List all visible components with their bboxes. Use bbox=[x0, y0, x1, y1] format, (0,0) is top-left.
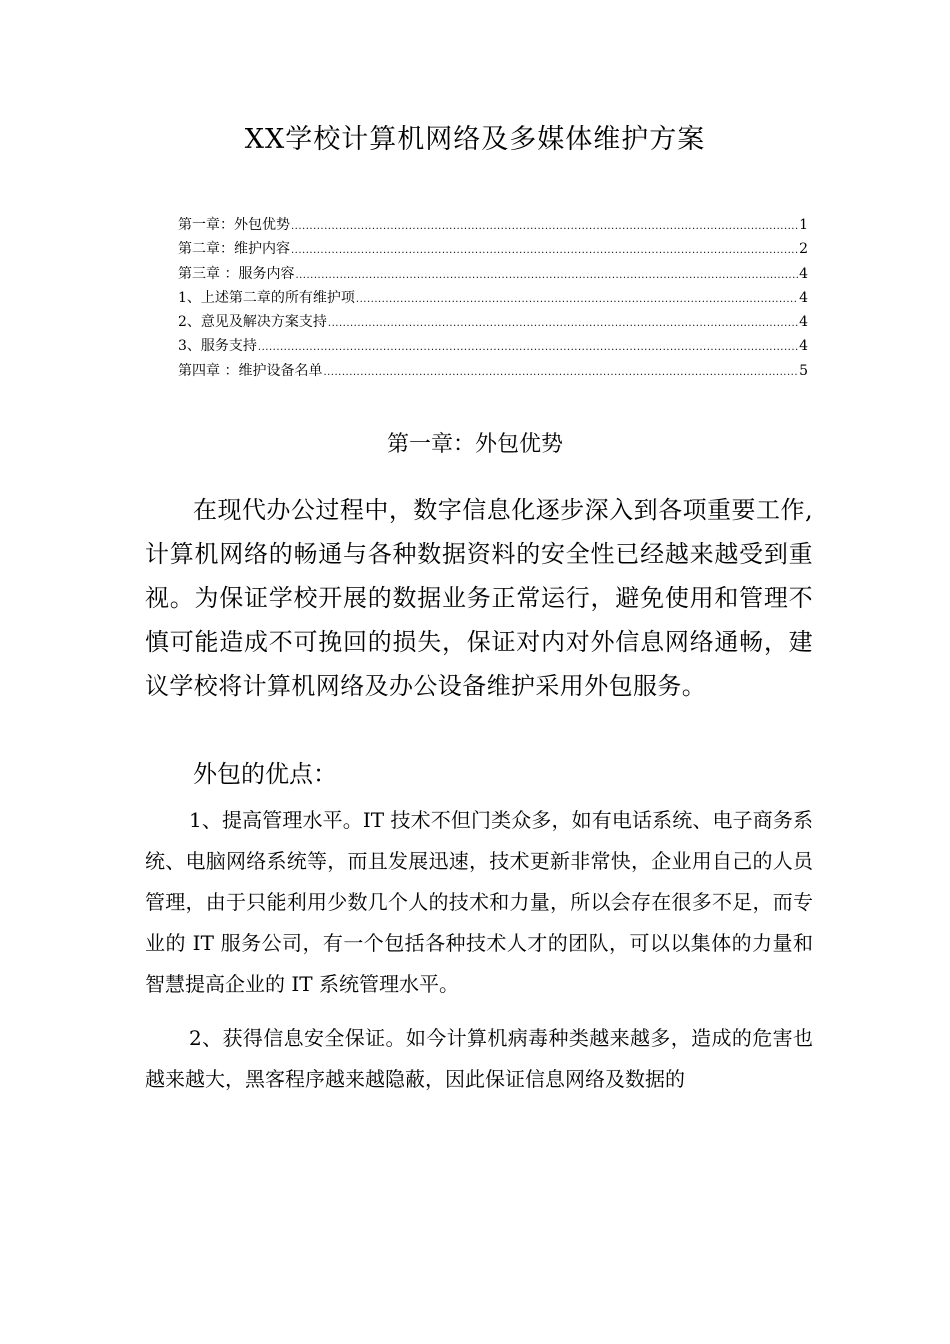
toc-dot-leader bbox=[323, 361, 798, 385]
toc-entry-label: 2、意见及解决方案支持 bbox=[178, 314, 327, 331]
toc-dot-leader bbox=[328, 312, 798, 336]
chapter-1-heading: 第一章：外包优势 bbox=[386, 432, 563, 457]
toc-dot-leader bbox=[356, 288, 798, 312]
toc-entry[interactable] bbox=[178, 262, 808, 286]
toc-entry-page: 2 bbox=[799, 241, 808, 258]
advantages-heading: 外包的优点： bbox=[193, 760, 337, 788]
toc-entry[interactable] bbox=[178, 237, 808, 261]
toc-entry-label: 1、上述第二章的所有维护项 bbox=[178, 289, 355, 306]
toc-entry-label: 第二章：维护内容 bbox=[178, 241, 290, 258]
toc-entry[interactable] bbox=[178, 359, 808, 383]
toc-entry[interactable] bbox=[178, 310, 808, 334]
toc-entry-page: 4 bbox=[799, 314, 808, 331]
toc-entry-page: 5 bbox=[799, 362, 808, 379]
toc-entry-page: 4 bbox=[799, 265, 808, 282]
toc-dot-leader bbox=[291, 215, 798, 239]
toc-entry-page: 4 bbox=[799, 338, 808, 355]
toc-entry-label: 第三章 ：服务内容 bbox=[178, 265, 295, 282]
toc-entry-label: 第一章：外包优势 bbox=[178, 217, 290, 233]
advantage-point-2: 2、获得信息安全保证。如今计算机病毒种类越来越多，造成的危害也越来越大，黑客程序越来越隐蔽，因此保证信息网络及数据的 bbox=[145, 1026, 813, 1091]
toc-entry-page: 1 bbox=[799, 217, 808, 233]
toc-dot-leader bbox=[258, 336, 798, 360]
toc-entry-label: 3、服务支持 bbox=[178, 338, 257, 355]
document-title: XX学校计算机网络及多媒体维护方案 bbox=[244, 124, 706, 155]
toc-entry-label: 第四章 ：维护设备名单 bbox=[178, 362, 323, 379]
toc-dot-leader bbox=[295, 264, 798, 288]
toc-entry[interactable] bbox=[178, 213, 808, 237]
table-of-contents bbox=[178, 213, 808, 383]
toc-entry-page: 4 bbox=[799, 289, 808, 306]
toc-dot-leader bbox=[291, 239, 798, 263]
advantage-point-1: 1、提高管理水平。IT 技术不但门类众多，如有电话系统、电子商务系统、电脑网络系统等，而且发展迅速，技术更新非常快，企业用自己的人员管理，由于只能利用少数几个人的技术和力量，所以会存在很多不足，而专业的 IT 服务公司，有一个包括各种技术人才的团队，可以以集体的力量和智慧提高企业的 IT 系统管理水平。 bbox=[145, 808, 813, 996]
toc-entry[interactable] bbox=[178, 286, 808, 310]
intro-paragraph: 在现代办公过程中，数字信息化逐步深入到各项重要工作,计算机网络的畅通与各种数据资料的安全性已经越来越受到重视。为保证学校开展的数据业务正常运行，避免使用和管理不慎可能造成不可挽回的损失，保证对内对外信息网络通畅，建议学校将计算机网络及办公设备维护采用外包服务。 bbox=[145, 496, 813, 700]
toc-entry[interactable] bbox=[178, 334, 808, 358]
